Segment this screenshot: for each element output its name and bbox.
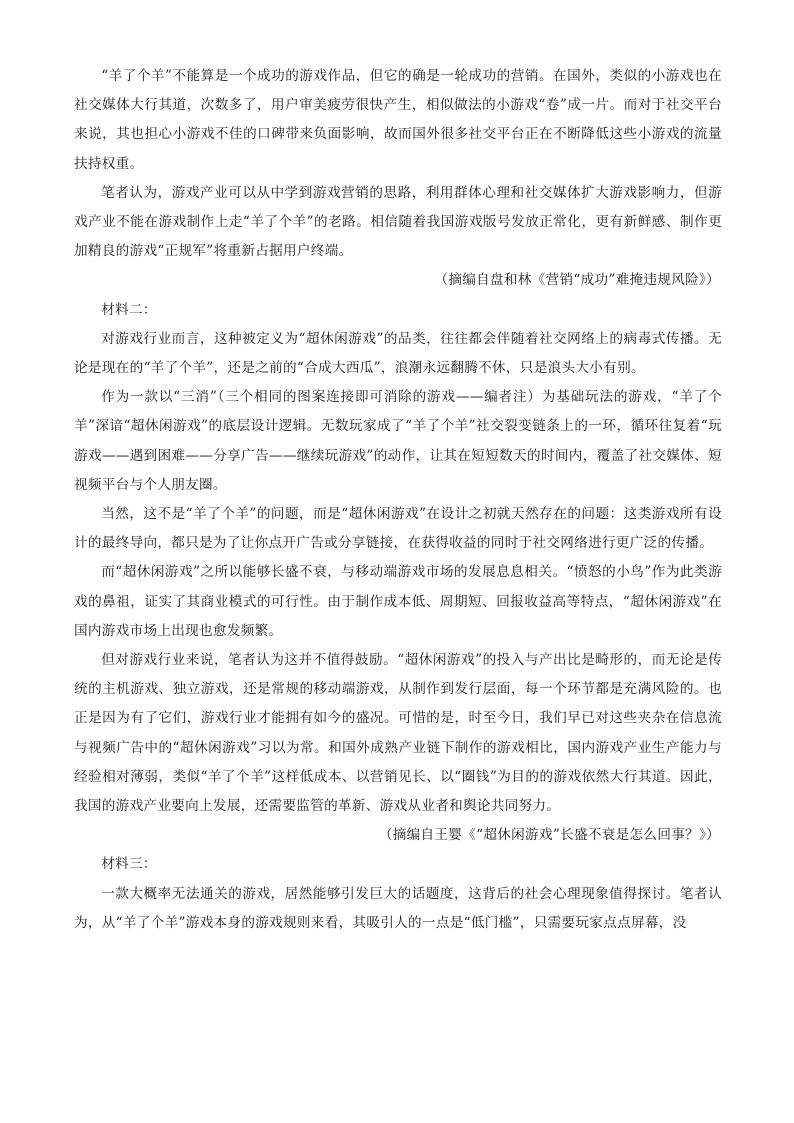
source-citation-2: （摘编自王婴《“超休闲游戏”长盛不衰是怎么回事？》） <box>378 827 720 844</box>
paragraph-7: 但对游戏行业来说，笔者认为这并不值得鼓励。“超休闲游戏”的投入与产出比是畸形的，而无论是传统的主机游戏、独立游戏，还是常规的移动端游戏，从制作到发行层面，每一个环节都是充满风险的。也正是因为有了它们，游戏行业才能拥有如今的盛况。可惜的是，时至今日，我们早已对这些夹杂在信息流与视频广告中的“超休闲游戏”习以为常。和国外成熟产业链下制作的游戏相比，国内游戏产业生产能力与经验相对薄弱，类似“羊了个羊”这样低成本、以营销见长、以“圈钱”为目的的游戏依然大行其道。因此，我国的游戏产业要向上发展，还需要监管的革新、游戏从业者和舆论共同努力。 <box>74 652 722 815</box>
material-3-label: 材料三： <box>101 856 157 873</box>
paragraph-1: “羊了个羊”不能算是一个成功的游戏作品，但它的确是一轮成功的营销。在国外，类似的小游戏也在社交媒体大行其道，次数多了，用户审美疲劳很快产生，相似做法的小游戏“卷”成一片。而对于社交平台来说，其也担心小游戏不佳的口碑带来负面影响，故而国外很多社交平台正在不断降低这些小游戏的流量扶持权重。 <box>74 68 722 172</box>
article-body <box>74 62 722 938</box>
paragraph-3: 对游戏行业而言，这种被定义为“超休闲游戏”的品类，往往都会伴随着社交网络上的病毒式传播。无论是现在的“羊了个羊”，还是之前的“合成大西瓜”，浪潮永远翻腾不休，只是浪头大小有别。 <box>74 330 722 377</box>
paragraph-4: 作为一款以“三消”（三个相同的图案连接即可消除的游戏——编者注）为基础玩法的游戏，“羊了个羊”深谙“超休闲游戏”的底层设计逻辑。无数玩家成了“羊了个羊”社交裂变链条上的一环，循环往复着“玩游戏——遇到困难——分享广告——继续玩游戏”的动作，让其在短短数天的时间内，覆盖了社交媒体、短视频平台与个人朋友圈。 <box>74 389 722 493</box>
paragraph-5: 当然，这不是“羊了个羊”的问题，而是“超休闲游戏”在设计之初就天然存在的问题：这类游戏所有设计的最终导向，都只是为了让你点开广告或分享链接，在获得收益的同时于社交网络进行更广泛的传播。 <box>74 506 722 552</box>
material-2-label: 材料二： <box>101 301 157 318</box>
source-citation-1: （摘编自盘和林《营销“成功”难掩违规风险》） <box>434 272 720 289</box>
paragraph-6: 而“超休闲游戏”之所以能够长盛不衰，与移动端游戏市场的发展息息相关。“愤怒的小鸟”作为此类游戏的鼻祖，证实了其商业模式的可行性。由于制作成本低、周期短、回报收益高等特点，“超休闲游戏”在国内游戏市场上出现也愈发频繁。 <box>74 564 722 639</box>
paragraph-2: 笔者认为，游戏产业可以从中学到游戏营销的思路，利用群体心理和社交媒体扩大游戏影响力，但游戏产业不能在游戏制作上走“羊了个羊”的老路。相信随着我国游戏版号发放正常化，更有新鲜感、制作更加精良的游戏“正规军”将重新占据用户终端。 <box>74 184 722 260</box>
paragraph-8: 一款大概率无法通关的游戏，居然能够引发巨大的话题度，这背后的社会心理现象值得探讨。笔者认为，从“羊了个羊”游戏本身的游戏规则来看，其吸引人的一点是“低门槛”，只需要玩家点点屏幕，没 <box>74 885 722 931</box>
